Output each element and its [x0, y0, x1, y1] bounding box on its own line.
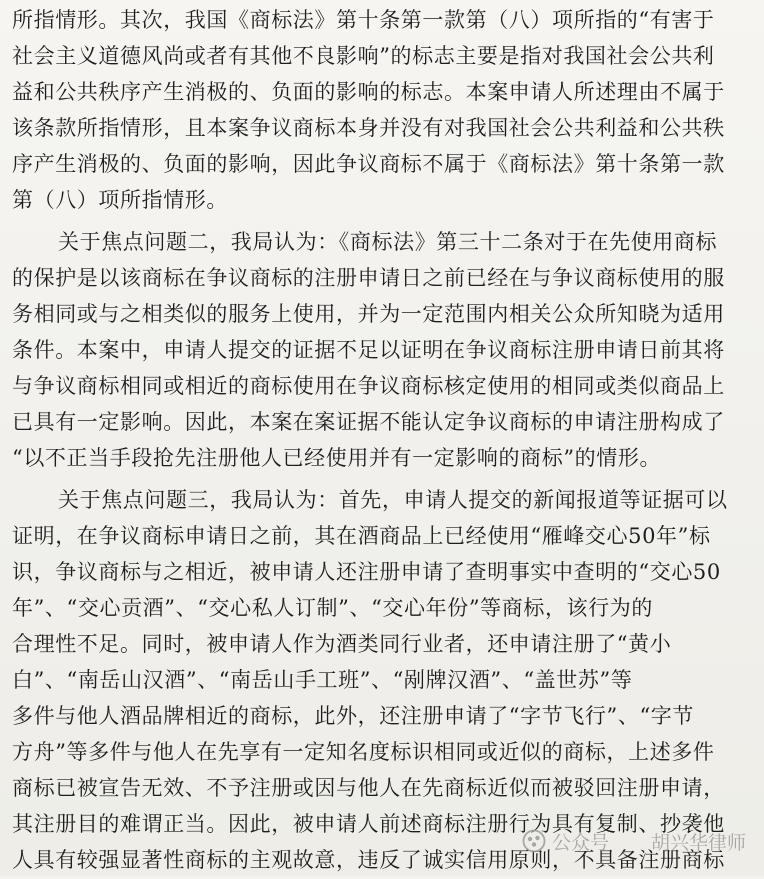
text-line: “以不正当手段抢先注册他人已经使用并有一定影响的商标”的情形。	[12, 446, 662, 470]
text-line: 年”、“交心贡酒”、“交心私人订制”、“交心年份”等商标，该行为的	[12, 596, 653, 620]
text-line: 商标已被宣告无效、不予注册或因与他人在先商标近似而被驳回注册申请，	[12, 776, 725, 800]
text-line: 已具有一定影响。因此，本案在案证据不能认定争议商标的申请注册构成了	[12, 410, 725, 434]
text-line: 方舟”等多件与他人在先享有一定知名度标识相同或近似的商标，上述多件	[12, 740, 715, 764]
text-line: 多件与他人酒品牌相近的商标，此外，还注册申请了“字节飞行”、“字节	[12, 704, 695, 728]
text-line: 第（八）项所指情形。	[12, 188, 228, 212]
text-line: 该条款所指情形，且本案争议商标本身并没有对我国社会公共利益和公共秩	[12, 116, 725, 140]
text-line: 务相同或与之相类似的服务上使用，并为一定范围内相关公众所知晓为适用	[12, 302, 725, 326]
text-line: 识，争议商标与之相近，被申请人还注册申请了查明事实中查明的“交心50	[12, 560, 721, 584]
text-line: 益和公共秩序产生消极的、负面的影响的标志。本案申请人所述理由不属于	[12, 80, 725, 104]
text-line: 所指情形。其次，我国《商标法》第十条第一款第（八）项所指的“有害于	[12, 8, 715, 32]
paragraph-first-line: 关于焦点问题二，我局认为：《商标法》第三十二条对于在先使用商标	[58, 230, 718, 254]
text-line: 合理性不足。同时，被申请人作为酒类同行业者，还申请注册了“黄小	[12, 632, 672, 656]
paragraph-first-line: 关于焦点问题三，我局认为：首先，申请人提交的新闻报道等证据可以	[58, 488, 728, 512]
text-line: 社会主义道德风尚或者有其他不良影响”的标志主要是指对我国社会公共利	[12, 44, 715, 68]
watermark-prefix: 公众号	[551, 831, 609, 854]
text-line: 条件。本案中，申请人提交的证据不足以证明在争议商标注册申请日前其将	[12, 338, 725, 362]
text-line: 其注册目的难谓正当。因此，被申请人前述商标注册行为具有复制、抄袭他	[12, 812, 725, 836]
text-line: 的保护是以该商标在争议商标的注册申请日之前已经在与争议商标使用的服	[12, 266, 725, 290]
text-line: 序产生消极的、负面的影响，因此争议商标不属于《商标法》第十条第一款	[12, 152, 725, 176]
wechat-official-account-icon	[522, 829, 546, 853]
text-line: 人具有较强显著性商标的主观故意，违反了诚实信用原则，不具备注册商标	[12, 848, 725, 872]
watermark-account-name: 胡兴华律师	[650, 831, 746, 854]
text-line: 证明，在争议商标申请日之前，其在酒商品上已经使用“雁峰交心50年”标	[12, 524, 711, 548]
wechat-watermark	[522, 826, 746, 856]
text-line: 白”、“南岳山汉酒”、“南岳山手工班”、“剐牌汉酒”、“盖世苏”等	[12, 668, 633, 692]
text-line: 与争议商标相同或相近的商标使用在争议商标核定使用的相同或类似商品上	[12, 374, 725, 398]
